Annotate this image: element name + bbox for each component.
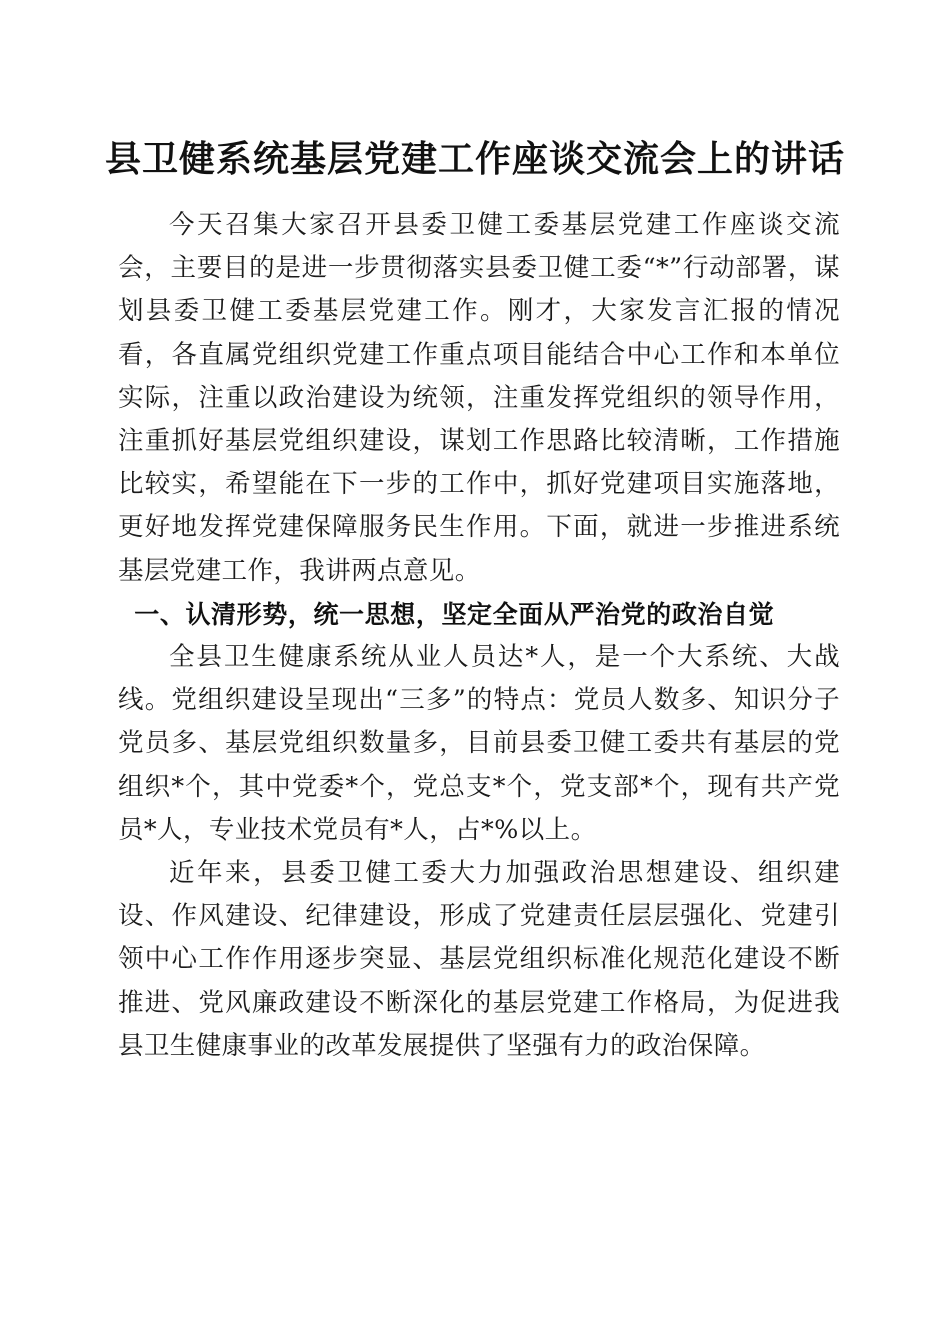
document-title: 县卫健系统基层党建工作座谈交流会上的讲话 — [104, 138, 845, 180]
document-body — [118, 204, 840, 1068]
section-heading: 一、认清形势，统一思想，坚定全面从严治党的政治自觉 — [134, 599, 775, 629]
body-paragraph: 近年来，县委卫健工委大力加强政治思想建设、组织建设、作风建设、纪律建设，形成了党建责任层层强化、党建引领中心工作作用逐步突显、基层党组织标准化规范化建设不断推进、党风廉政建设不断深化的基层党建工作格局，为促进我县卫生健康事业的改革发展提供了坚强有力的政治保障。 — [118, 858, 840, 1061]
body-paragraph: 全县卫生健康系统从业人员达*人，是一个大系统、大战线。党组织建设呈现出“三多”的特点：党员人数多、知识分子党员多、基层党组织数量多，目前县委卫健工委共有基层的党组织*个，其中党委*个，党总支*个，党支部*个，现有共产党员*人，专业技术党员有*人，占*%以上。 — [118, 642, 840, 845]
intro-paragraph: 今天召集大家召开县委卫健工委基层党建工作座谈交流会，主要目的是进一步贯彻落实县委卫健工委“*”行动部署，谋划县委卫健工委基层党建工作。刚才，大家发言汇报的情况看，各直属党组织党建工作重点项目能结合中心工作和本单位实际，注重以政治建设为统领，注重发挥党组织的领导作用，注重抓好基层党组织建设，谋划工作思路比较清晰，工作措施比较实，希望能在下一步的工作中，抓好党建项目实施落地，更好地发挥党建保障服务民生作用。下面，就进一步推进系统基层党建工作，我讲两点意见。 — [118, 210, 840, 586]
